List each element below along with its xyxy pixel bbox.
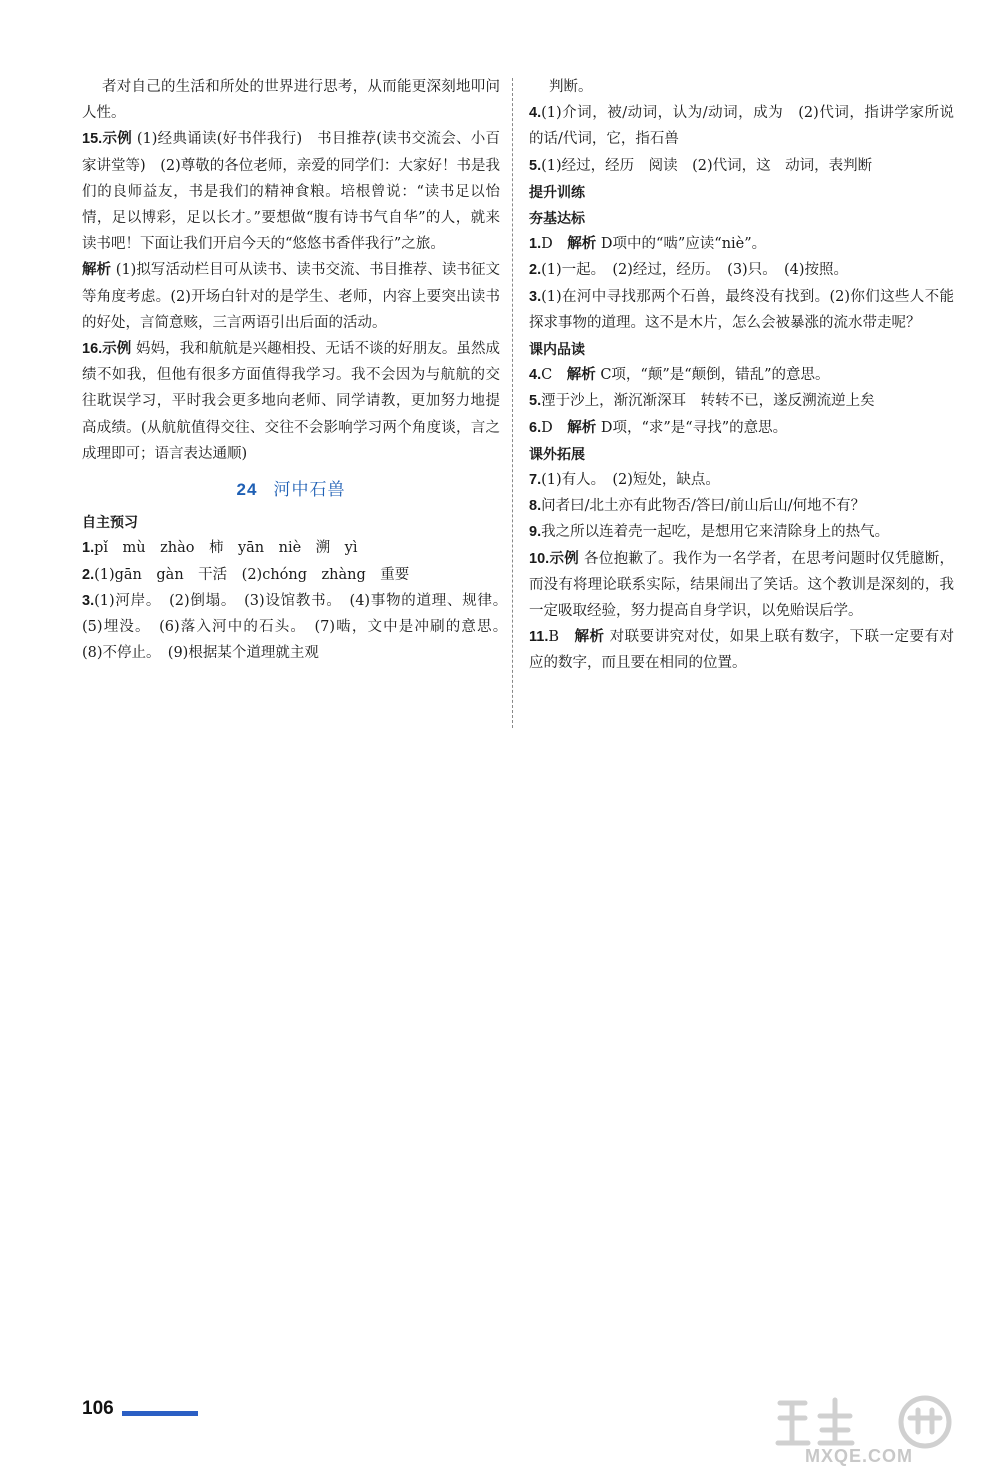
subsection-basic-heading: 夯基达标 (529, 210, 585, 227)
intro-text: 者对自己的生活和所处的世界进行思考，从而能更深刻地叩问人性。 (82, 79, 500, 122)
page-number: 106 (82, 1398, 114, 1419)
preview-2: 2.(1)gān gàn 干活 (2)chóng zhàng 重要 (82, 566, 410, 583)
continuation: 判断。 (549, 79, 593, 95)
answer-15-text: (1)经典诵读(好书伴我行) 书目推荐(读书交流会、小百家讲堂等) (2)尊敬的各位老师，亲爱的同学们：大家好！书是我们的良师益友，书是我们的精神食粮。培根曾说：“读书足以怡情，足以博彩，足以长才。”要想做“腹有诗书气自华”的人，就来读书吧！下面让我们开启今天的“悠悠书香伴我行”之旅。 (82, 131, 500, 253)
preview-1: 1.pǐ mù zhào 柿 yān niè 溯 yì (82, 540, 358, 557)
lesson-number: 24 (236, 480, 258, 500)
basic-3: 3.(1)在河中寻找那两个石兽，最终没有找到。(2)你们这些人不能探求事物的道理。这不是木片，怎么会被暴涨的流水带走呢？ (529, 288, 954, 331)
right-column (529, 74, 954, 677)
column-divider (512, 78, 513, 728)
lesson-name: 河中石兽 (273, 480, 346, 500)
answer-16-text: 妈妈，我和航航是兴趣相投、无话不谈的好朋友。虽然成绩不如我，但他有很多方面值得我学习。我不会因为与航航的交往耽误学习，平时我会更多地向老师、同学请教，更加努力地提高成绩。(从航航值得交往、交往不会影响学习两个角度谈，言之成理即可；语言表达通顺) (82, 341, 501, 462)
reading-5: 5.湮于沙上，渐沉渐深耳 转转不已，遂反溯流逆上矣 (529, 393, 875, 410)
paragraph-intro (82, 74, 500, 126)
answer-15: 15.示例 (1)经典诵读(好书伴我行) 书目推荐(读书交流会、小百家讲堂等) (2)尊敬的各位老师，亲爱的同学们：大家好！书是我们的良师益友，书是我们的精神食粮。培根曾说：“读书足以怡情，足以博彩，足以长才。”要想做“腹有诗书气自华”的人，就来读书吧！下面让我们开启今天的“悠悠书香伴我行”之旅。 (82, 131, 500, 253)
answer-16: 16.示例 妈妈，我和航航是兴趣相投、无话不谈的好朋友。虽然成绩不如我，但他有很多方面值得我学习。我不会因为与航航的交往耽误学习，平时我会更多地向老师、同学请教，更加努力地提高成绩。(从航航值得交往、交往不会影响学习两个角度谈，言之成理即可；语言表达通顺) (82, 341, 501, 462)
basic-2: 2.(1)一起。 (2)经过，经历。 (3)只。 (4)按照。 (529, 262, 848, 279)
left-column (82, 74, 515, 666)
preview-5: 5.(1)经过，经历 阅读 (2)代词，这 动词，表判断 (529, 157, 873, 174)
ext-10: 10.示例 各位抱歉了。我作为一名学者，在思考问题时仅凭臆断，而没有将理论联系实际，结果闹出了笑话。这个教训是深刻的，我一定吸取经验，努力提高自身学识，以免贻误后学。 (529, 550, 955, 620)
preview-4: 4.(1)介词，被/动词，认为/动词，成为 (2)代词，指讲学家所说的话/代词，它，指石兽 (529, 105, 954, 148)
ext-11: 11.B 解析 对联要讲究对仗，如果上联有数字，下联一定要有对应的数字，而且要在相同的位置。 (529, 629, 955, 672)
preview-3: 3.(1)河岸。 (2)倒塌。 (3)设馆教书。 (4)事物的道理、规律。 (5)埋没。 (6)落入河中的石头。 (7)啮，文中是冲刷的意思。 (8)不停止。 (9)根据某个道理就主观 (82, 592, 515, 662)
section-preview-heading: 自主预习 (82, 514, 138, 531)
watermark-url: MXQE.COM (805, 1446, 914, 1466)
basic-1: 1.D 解析 D项中的“啮”应读“niè”。 (529, 236, 767, 253)
ext-9: 9.我之所以连着壳一起吃，是想用它来清除身上的热气。 (529, 524, 890, 541)
subsection-extension-heading: 课外拓展 (529, 445, 585, 462)
subsection-reading-heading: 课内品读 (529, 341, 585, 358)
ext-8: 8.问者曰/北土亦有此物否/答曰/前山后山/何地不有？ (529, 498, 866, 515)
section-train-heading: 提升训练 (529, 183, 585, 200)
lesson-title (82, 477, 500, 503)
ext-7: 7.(1)有人。 (2)短处，缺点。 (529, 472, 720, 489)
reading-4: 4.C 解析 C项，“颠”是“颠倒，错乱”的意思。 (529, 367, 830, 384)
reading-6: 6.D 解析 D项，“求”是“寻找”的意思。 (529, 419, 788, 436)
answer-15-analysis-text: (1)拟写活动栏目可从读书、读书交流、书目推荐、读书征文等角度考虑。(2)开场白针对的是学生、老师，内容上要突出读书的好处，言简意赅，三言两语引出后面的活动。 (82, 262, 501, 331)
page-number-bar (122, 1411, 198, 1416)
answer-15-analysis: 解析 (1)拟写活动栏目可从读书、读书交流、书目推荐、读书征文等角度考虑。(2)开场白针对的是学生、老师，内容上要突出读书的好处，言简意赅，三言两语引出后面的活动。 (82, 262, 501, 331)
